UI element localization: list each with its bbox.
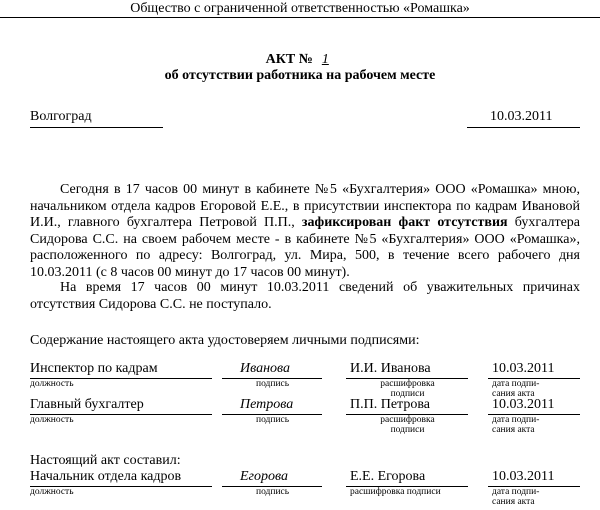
caption-position: должность [30, 487, 74, 497]
paragraph-main-part2: бухгалтера Сидорова С.С. на своем рабочем месте - в кабинете №5 «Бухгалтерия» ООО «Ромашка», расположенного по адресу: Волгоград, ул. Мира, 500, в течение всего рабочего дня 10.03.2011 (с 8 часов 00 минут до 17 часов 00 минут). [30, 215, 580, 280]
date-underline [467, 127, 580, 128]
composer-position: Начальник отдела кадров [30, 469, 182, 484]
composer-date: 10.03.2011 [492, 469, 555, 484]
paragraph-no-info: На время 17 часов 00 минут 10.03.2011 сведений об уважительных причинах отсутствия Сидорова С.С. не поступало. [30, 280, 580, 312]
signer-name: П.П. Петрова [350, 397, 430, 412]
paragraph-main [30, 182, 580, 281]
paragraph-main-bold: зафиксирован факт отсутствия [301, 215, 508, 230]
caption-decoding-line1: расшифровка [380, 415, 435, 425]
caption-sign-date [492, 487, 539, 507]
city: Волгоград [30, 109, 92, 124]
caption-decoding-line2: подписи [390, 425, 425, 435]
caption-sign-date-line2: сания акта [492, 425, 535, 435]
composer-label: Настоящий акт составил: [30, 453, 181, 468]
caption-sign-date [492, 379, 539, 399]
caption-signature: подпись [256, 415, 290, 425]
signer-position: Главный бухгалтер [30, 397, 144, 412]
caption-signature: подпись [256, 379, 290, 389]
caption-sign-date-line1: дата подпи- [492, 487, 540, 497]
organization-name: Общество с ограниченной ответственностью «Ромашка» [130, 1, 470, 16]
act-number: 1 [321, 52, 329, 67]
caption-decoding-line2: подписи [390, 389, 425, 399]
caption-decoding-line1: расшифровка [380, 379, 435, 389]
composer-name: Е.Е. Егорова [350, 469, 426, 484]
signer-date: 10.03.2011 [492, 361, 555, 376]
caption-decoding [350, 415, 465, 435]
signer-position: Инспектор по кадрам [30, 361, 158, 376]
caption-sign-date-line1: дата подпи- [492, 415, 540, 425]
organization-underline [0, 17, 600, 18]
signer-signature: Петрова [240, 397, 294, 412]
signer-name: И.И. Иванова [350, 361, 431, 376]
act-title [0, 52, 600, 68]
caption-position: должность [30, 379, 74, 389]
signer-date: 10.03.2011 [492, 397, 555, 412]
paragraph-main-part1: Сегодня в 17 часов 00 минут в кабинете №5 «Бухгалтерия» ООО «Ромашка» мною, начальником отдела кадров Егоровой Е.Е., в присутствии инспектора по кадрам Ивановой И.И., главного бухгалтера Петровой П.П., [30, 182, 580, 230]
caption-position: должность [30, 415, 74, 425]
act-date: 10.03.2011 [490, 109, 553, 124]
caption-sign-date [492, 415, 539, 435]
caption-sign-date-line1: дата подпи- [492, 379, 540, 389]
caption-decoding [350, 379, 465, 399]
signer-signature: Иванова [240, 361, 291, 376]
city-underline [30, 127, 163, 128]
paragraph-certify: Содержание настоящего акта удостоверяем личными подписями: [30, 333, 420, 348]
act-subtitle: об отсутствии работника на рабочем месте [164, 68, 436, 83]
caption-sign-date-line2: сания акта [492, 389, 535, 399]
composer-signature: Егорова [240, 469, 288, 484]
act-title-prefix: АКТ № [265, 52, 313, 67]
caption-signature: подпись [256, 487, 290, 497]
caption-sign-date-line2: сания акта [492, 497, 535, 507]
caption-decoding-single: расшифровка подписи [350, 487, 441, 497]
